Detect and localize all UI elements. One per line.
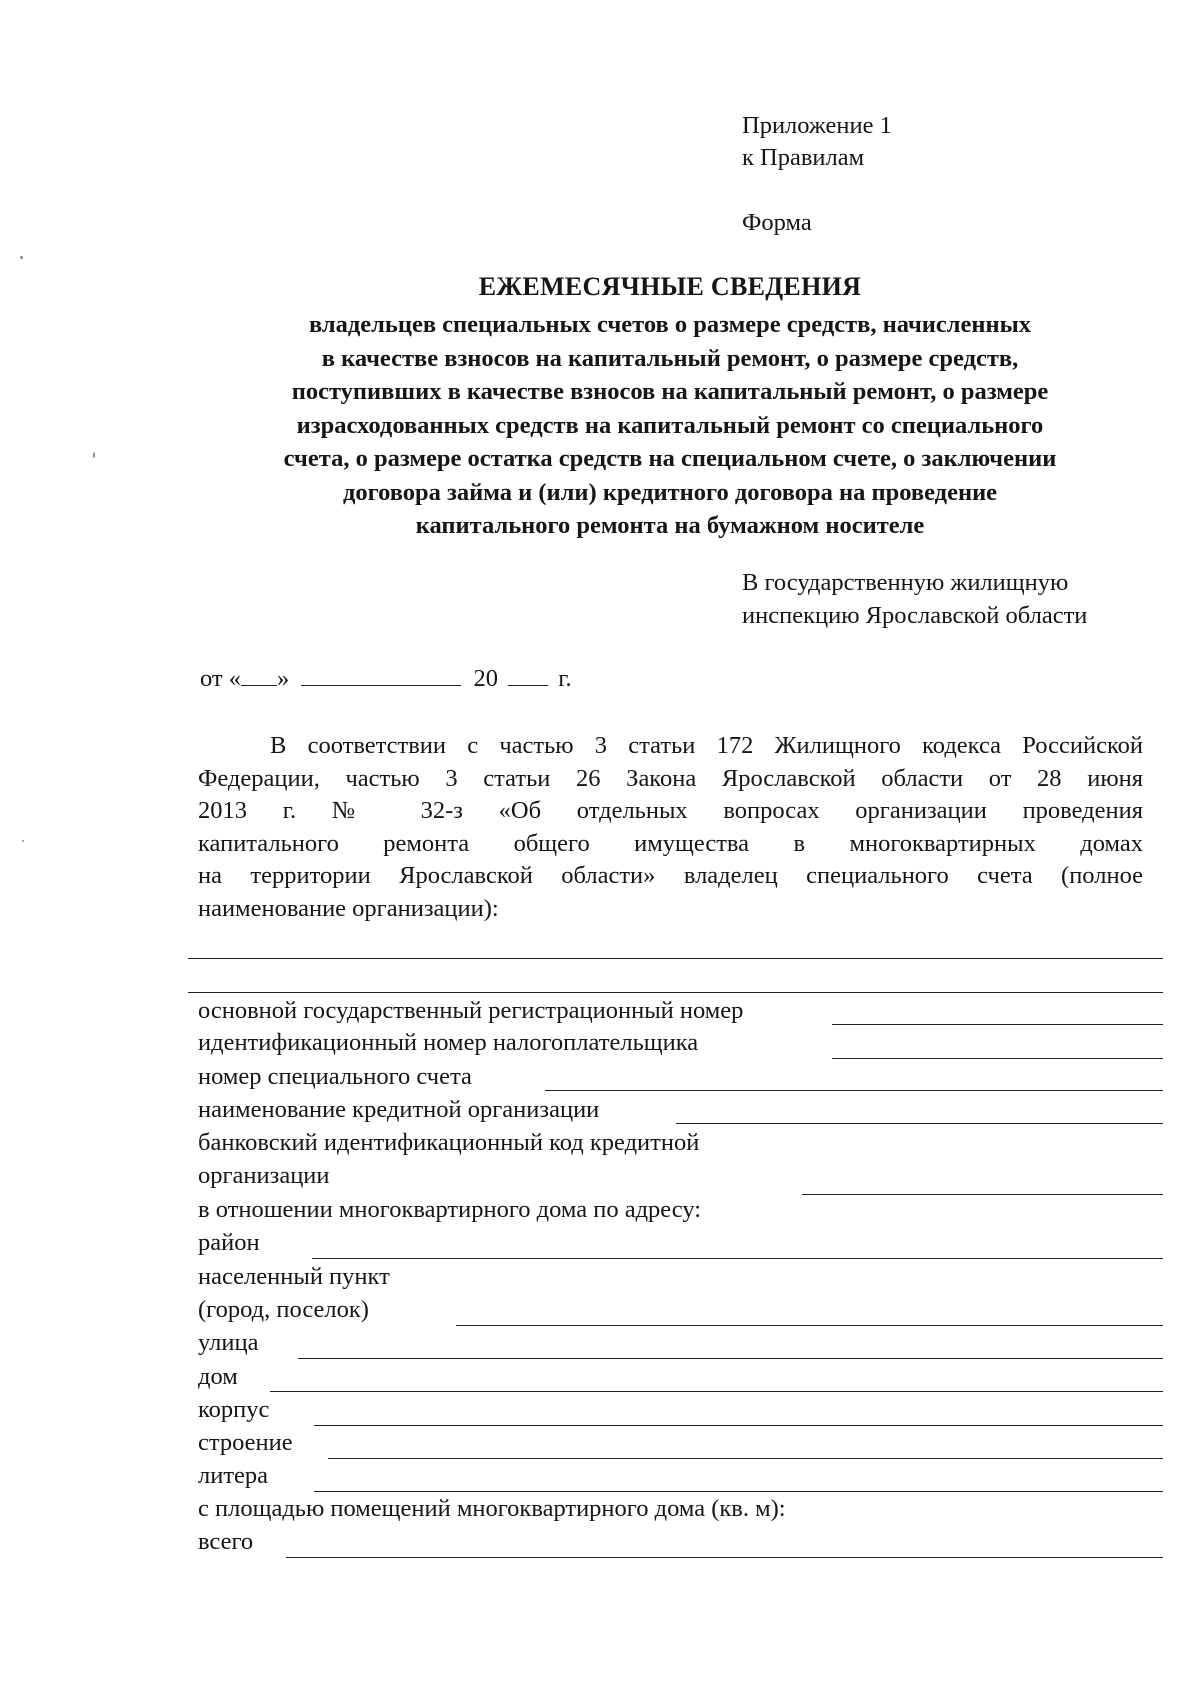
form-label: Форма <box>742 209 812 236</box>
date-quote-close: » <box>277 665 290 692</box>
account-label: номер специального счета <box>198 1063 472 1090</box>
date-prefix: от « <box>200 665 242 692</box>
area-intro: с площадью помещений многоквартирного дома (кв. м): <box>198 1495 786 1522</box>
subtitle-line: в качестве взносов на капитальный ремонт, о размере средств, <box>321 344 1019 372</box>
account-blank[interactable] <box>545 1090 1163 1091</box>
paragraph-line: наименование организации): <box>198 894 499 922</box>
recipient-line: В государственную жилищную <box>742 569 1069 596</box>
inn-blank[interactable] <box>832 1058 1163 1059</box>
inn-label: идентификационный номер налогоплательщика <box>198 1029 699 1056</box>
day-blank[interactable] <box>241 663 277 686</box>
month-blank[interactable] <box>301 663 461 686</box>
document-title: ЕЖЕМЕСЯЧНЫЕ СВЕДЕНИЯ <box>478 272 862 301</box>
bik-label: банковский идентификационный код кредитной <box>198 1129 700 1156</box>
structure-label: строение <box>198 1429 293 1456</box>
paragraph-line: В соответствии с частью 3 статьи 172 Жилищного кодекса Российской <box>270 732 1143 759</box>
year-prefix: 20 <box>473 665 499 692</box>
total-area-blank[interactable] <box>286 1557 1163 1558</box>
district-label: район <box>198 1229 260 1256</box>
bank-name-blank[interactable] <box>676 1123 1163 1124</box>
ogrn-label: основной государственный регистрационный номер <box>198 997 744 1024</box>
date-suffix: г. <box>558 665 572 692</box>
org-name-blank-2[interactable] <box>188 992 1163 993</box>
total-area-label: всего <box>198 1528 254 1555</box>
house-blank[interactable] <box>270 1391 1163 1392</box>
street-blank[interactable] <box>298 1358 1163 1359</box>
scan-speck <box>93 452 95 458</box>
subtitle-line: капитального ремонта на бумажном носителе <box>415 512 925 539</box>
paragraph-line: Федерации, частью 3 статьи 26 Закона Ярославской области от 28 июня <box>198 764 1143 792</box>
paragraph-line: на территории Ярославской области» владелец специального счета (полное <box>198 862 1143 889</box>
legal-basis-paragraph <box>198 730 1143 925</box>
settlement-label: населенный пункт <box>198 1263 390 1290</box>
settlement-label-cont: (город, поселок) <box>198 1296 369 1323</box>
ogrn-blank[interactable] <box>832 1024 1163 1025</box>
document-subtitle <box>215 308 1125 543</box>
district-blank[interactable] <box>312 1258 1163 1259</box>
house-label: дом <box>198 1363 238 1390</box>
building-label: корпус <box>198 1396 270 1423</box>
recipient-block <box>742 566 1087 632</box>
street-label: улица <box>198 1329 259 1356</box>
bik-label-cont: организации <box>198 1162 330 1189</box>
subtitle-line: договора займа и (или) кредитного договора на проведение <box>342 478 998 506</box>
date-line <box>200 663 572 693</box>
subtitle-line: счета, о размере остатка средств на специальном счете, о заключении <box>283 445 1057 472</box>
recipient-line: инспекцию Ярославской области <box>742 602 1088 629</box>
bank-name-label: наименование кредитной организации <box>198 1096 600 1123</box>
subtitle-line: израсходованных средств на капитальный ремонт со специального <box>296 411 1044 439</box>
letter-label: литера <box>198 1462 269 1489</box>
org-name-blank-1[interactable] <box>188 958 1163 959</box>
building-blank[interactable] <box>314 1425 1163 1426</box>
subtitle-line: поступивших в качестве взносов на капитальный ремонт, о размере <box>291 378 1049 405</box>
scan-speck <box>22 840 24 842</box>
paragraph-line: капитального ремонта общего имущества в многоквартирных домах <box>198 829 1143 857</box>
structure-blank[interactable] <box>328 1458 1163 1459</box>
subtitle-line: владельцев специальных счетов о размере средств, начисленных <box>308 311 1032 338</box>
scan-speck <box>20 256 23 259</box>
letter-blank[interactable] <box>314 1491 1163 1492</box>
rules-label: к Правилам <box>742 144 865 171</box>
bik-blank[interactable] <box>802 1194 1163 1195</box>
address-intro: в отношении многоквартирного дома по адресу: <box>198 1196 702 1223</box>
paragraph-line: 2013 г. № 32-з «Об отдельных вопросах организации проведения <box>198 797 1143 824</box>
year-blank[interactable] <box>508 663 548 686</box>
settlement-blank[interactable] <box>456 1325 1163 1326</box>
appendix-label: Приложение 1 <box>742 112 892 139</box>
